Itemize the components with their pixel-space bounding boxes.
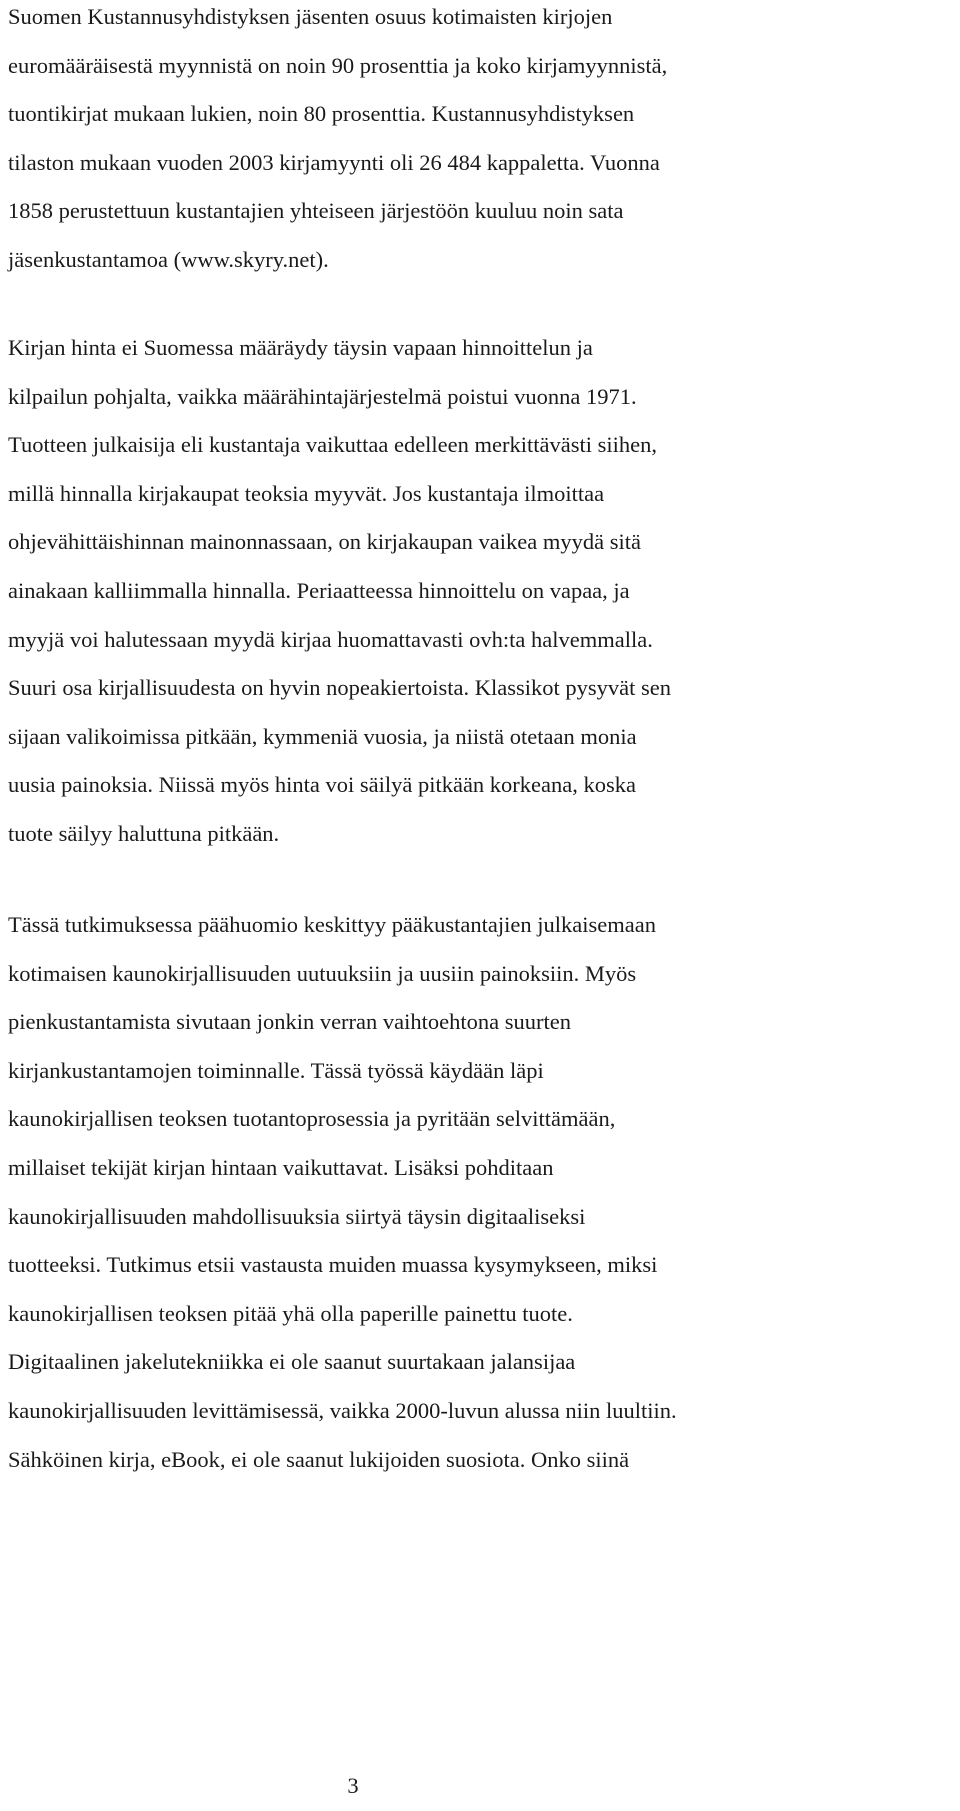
text-line: pienkustantamista sivutaan jonkin verran vaihtoehtona suurten [8,1009,571,1035]
text-line: Digitaalinen jakelutekniikka ei ole saanut suurtakaan jalansijaa [8,1349,576,1375]
text-line: tuontikirjat mukaan lukien, noin 80 prosenttia. Kustannusyhdistyksen [8,101,635,127]
text-line: uusia painoksia. Niissä myös hinta voi säilyä pitkään korkeana, koska [8,772,637,798]
text-line: myyjä voi halutessaan myydä kirjaa huomattavasti ovh:ta halvemmalla. [8,626,653,652]
text-line: euromääräisestä myynnistä on noin 90 prosenttia ja koko kirjamyynnistä, [8,52,668,78]
text-line: Suuri osa kirjallisuudesta on hyvin nopeakiertoista. Klassikot pysyvät sen [8,675,672,701]
text-line: millaiset tekijät kirjan hintaan vaikuttavat. Lisäksi pohditaan [8,1154,554,1180]
page-number: 3 [347,1773,359,1798]
text-line: 1858 perustettuun kustantajien yhteiseen järjestöön kuuluu noin sata [8,198,624,224]
text-line: jäsenkustantamoa (www.skyry.net). [8,246,329,272]
text-line: Kirjan hinta ei Suomessa määräydy täysin vapaan hinnoittelun ja [8,335,593,360]
text-line: tilaston mukaan vuoden 2003 kirjamyynti oli 26 484 kappaletta. Vuonna [8,149,660,175]
text-line: kaunokirjallisen teoksen tuotantoprosessia ja pyritään selvittämään, [8,1106,616,1132]
text-line: kilpailun pohjalta, vaikka määrähintajärjestelmä poistui vuonna 1971. [8,383,637,409]
paragraph-book-pricing [8,324,671,859]
text-line: kaunokirjallisuuden mahdollisuuksia siirtyä täysin digitaaliseksi [8,1203,586,1229]
text-line: ainakaan kalliimmalla hinnalla. Periaatteessa hinnoittelu on vapaa, ja [8,577,630,603]
text-line: kaunokirjallisuuden levittämisessä, vaikka 2000-luvun alussa niin luultiin. [8,1397,677,1423]
text-line: millä hinnalla kirjakaupat teoksia myyvät. Jos kustantaja ilmoittaa [8,480,605,506]
text-line: Tässä tutkimuksessa päähuomio keskittyy pääkustantajien julkaisemaan [8,912,656,937]
text-line: kaunokirjallisen teoksen pitää yhä olla paperille painettu tuote. [8,1300,573,1326]
text-line: Sähköinen kirja, eBook, ei ole saanut lukijoiden suosiota. Onko siinä [8,1446,630,1472]
paragraph-research-focus [8,901,677,1484]
text-line: kirjankustantamojen toiminnalle. Tässä työssä käydään läpi [8,1057,544,1083]
text-line: tuote säilyy haluttuna pitkään. [8,820,280,846]
paragraph-publishers-association [8,0,667,285]
text-line: tuotteeksi. Tutkimus etsii vastausta muiden muassa kysymykseen, miksi [8,1252,658,1278]
text-line: ohjevähittäishinnan mainonnassaan, on kirjakaupan vaikea myydä sitä [8,529,641,555]
text-line: sijaan valikoimissa pitkään, kymmeniä vuosia, ja niistä otetaan monia [8,723,637,749]
text-line: kotimaisen kaunokirjallisuuden uutuuksiin ja uusiin painoksiin. Myös [8,960,637,986]
text-line: Tuotteen julkaisija eli kustantaja vaikuttaa edelleen merkittävästi siihen, [8,432,657,458]
text-line: Suomen Kustannusyhdistyksen jäsenten osuus kotimaisten kirjojen [8,4,613,29]
